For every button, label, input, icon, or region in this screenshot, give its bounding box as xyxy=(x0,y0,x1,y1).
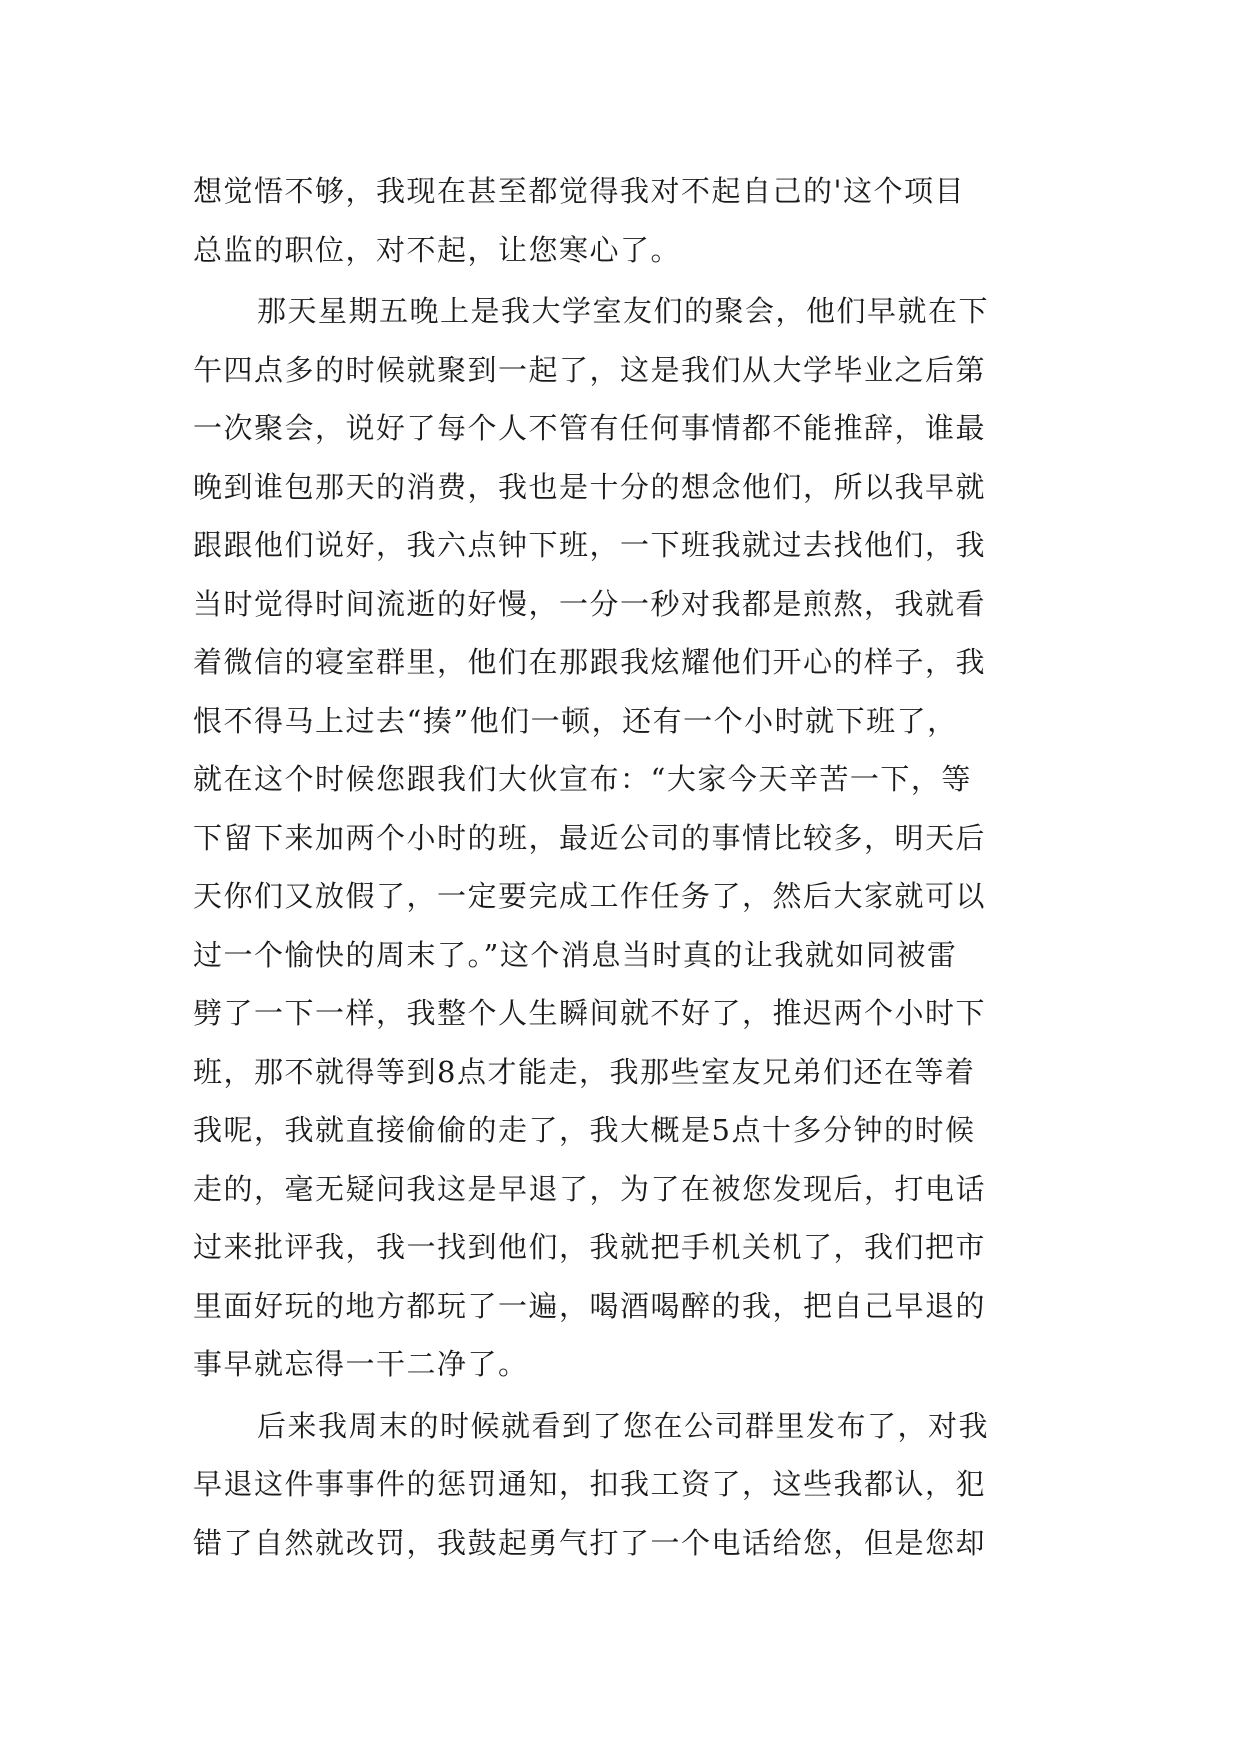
text-line: 当时觉得时间流逝的好慢，一分一秒对我都是煎熬，我就看 xyxy=(193,586,987,621)
text-line: 后来我周末的时候就看到了您在公司群里发布了，对我 xyxy=(257,1408,990,1443)
text-line: 恨不得马上过去“揍”他们一顿，还有一个小时就下班了， xyxy=(193,703,958,738)
text-line: 跟跟他们说好，我六点钟下班，一下班我就过去找他们，我 xyxy=(193,528,987,562)
paragraph-1 xyxy=(193,162,1063,279)
paragraph-2 xyxy=(193,282,1063,1394)
text-line: 一次聚会，说好了每个人不管有任何事情都不能推辞，谁最 xyxy=(193,411,987,445)
text-line: 事早就忘得一干二净了。 xyxy=(193,1347,529,1381)
paragraph-3 xyxy=(193,1397,1063,1573)
text-line: 天你们又放假了，一定要完成工作任务了，然后大家就可以 xyxy=(193,879,987,913)
text-line: 班，那不就得等到8点才能走，我那些室友兄弟们还在等着 xyxy=(193,1054,976,1089)
text-line: 错了自然就改罚，我鼓起勇气打了一个电话给您，但是您却 xyxy=(193,1525,987,1560)
text-line: 下留下来加两个小时的班，最近公司的事情比较多，明天后 xyxy=(193,820,987,855)
text-line: 过来批评我，我一找到他们，我就把手机关机了，我们把市 xyxy=(193,1230,987,1264)
text-line: 走的，毫无疑问我这是早退了，为了在被您发现后，打电话 xyxy=(193,1171,987,1206)
text-line: 想觉悟不够，我现在甚至都觉得我对不起自己的'这个项目 xyxy=(193,174,965,208)
document-body xyxy=(193,162,1063,1572)
text-line: 午四点多的时候就聚到一起了，这是我们从大学毕业之后第 xyxy=(193,352,987,387)
text-line: 着微信的寝室群里，他们在那跟我炫耀他们开心的样子，我 xyxy=(193,645,987,679)
text-line: 我呢，我就直接偷偷的走了，我大概是5点十多分钟的时候 xyxy=(193,1113,976,1147)
text-line: 过一个愉快的周末了。”这个消息当时真的让我就如同被雷 xyxy=(193,937,958,972)
text-line: 劈了一下一样，我整个人生瞬间就不好了，推迟两个小时下 xyxy=(193,996,987,1030)
text-line: 早退这件事事件的惩罚通知，扣我工资了，这些我都认，犯 xyxy=(193,1467,987,1501)
text-line: 那天星期五晚上是我大学室友们的聚会，他们早就在下 xyxy=(257,294,990,328)
text-line: 里面好玩的地方都玩了一遍，喝酒喝醉的我，把自己早退的 xyxy=(193,1288,987,1323)
text-line: 就在这个时候您跟我们大伙宣布：“大家今天辛苦一下，等 xyxy=(193,762,972,796)
text-line: 总监的职位，对不起，让您寒心了。 xyxy=(193,232,682,267)
text-line: 晚到谁包那天的消费，我也是十分的想念他们，所以我早就 xyxy=(193,469,987,504)
